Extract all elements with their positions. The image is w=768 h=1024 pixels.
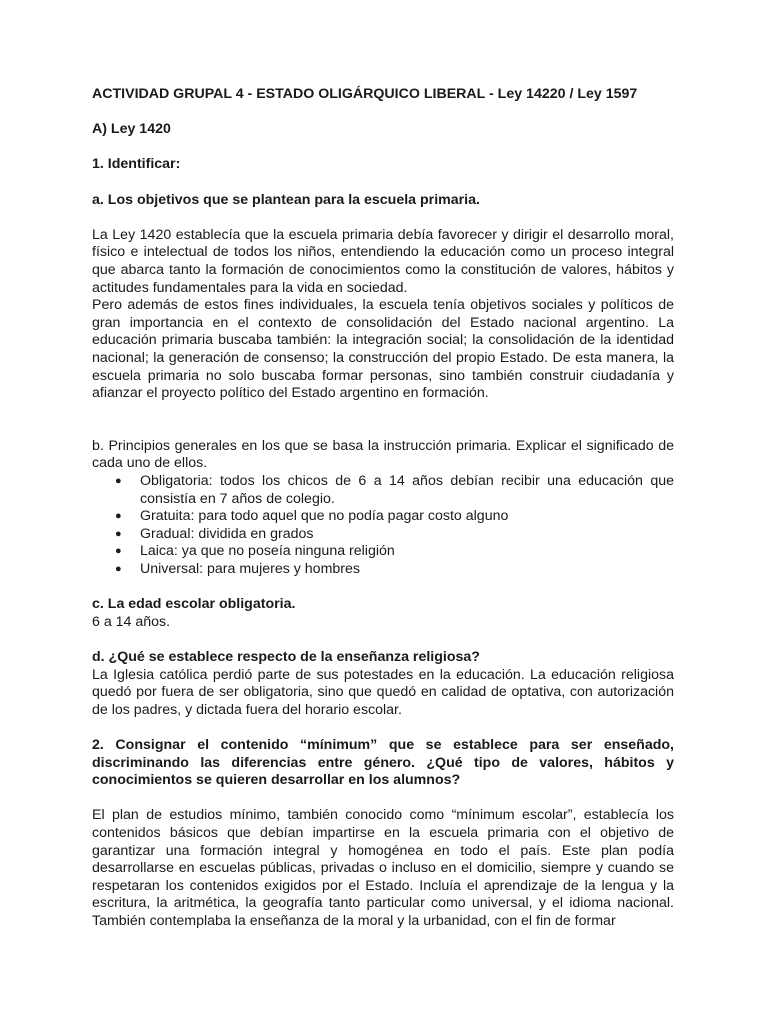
bullet-icon: ●	[115, 510, 122, 523]
list-item	[92, 561, 674, 579]
spacer	[92, 104, 674, 122]
list-item-text: Obligatoria: todos los chicos de 6 a 14 años debían recibir una educación que consistía en 7 años de colegio.	[140, 473, 674, 507]
spacer	[92, 174, 674, 192]
question-1-heading: 1. Identificar:	[92, 156, 181, 173]
spacer	[92, 790, 674, 808]
spacer	[92, 631, 674, 649]
list-item-text: Gradual: dividida en grados	[140, 525, 314, 542]
list-item-text: Laica: ya que no poseía ninguna religión	[140, 543, 395, 560]
question-1d-answer: La Iglesia católica perdió parte de sus potestades en la educación. La educación religiosa quedó por fuera de ser obligatoria, sino que quedó en calidad de optativa, con autorización de los padres, y dictada fuera del horario escolar.	[92, 666, 674, 718]
bullet-icon: ●	[115, 527, 122, 540]
spacer	[92, 403, 674, 438]
question-1a-heading: a. Los objetivos que se plantean para la escuela primaria.	[92, 191, 480, 208]
list-item	[92, 473, 674, 508]
principles-list	[92, 473, 674, 579]
spacer	[92, 719, 674, 737]
question-1a-paragraph-2: Pero además de estos fines individuales, la escuela tenía objetivos sociales y políticos de gran importancia en el contexto de consolidación del Estado nacional argentino. La educación primaria buscaba también: la integración social; la consolidación de la identidad nacional; la generación de consenso; la construcción del propio Estado. De esta manera, la escuela primaria no solo buscaba formar personas, sino también construir ciudadanía y afianzar el proyecto político del Estado argentino en formación.	[92, 297, 674, 402]
bullet-icon: ●	[115, 563, 122, 576]
question-2-heading: 2. Consignar el contenido “mínimum” que se establece para ser enseñado, discriminando las diferencias entre género. ¿Qué tipo de valores, hábitos y conocimientos se quieren desarrollar en los alumnos?	[92, 736, 674, 789]
list-item	[92, 526, 674, 544]
list-item	[92, 543, 674, 561]
spacer	[92, 579, 674, 597]
question-2-answer: El plan de estudios mínimo, también conocido como “mínimum escolar”, establecía los contenidos básicos que debían impartirse en la escuela primaria con el objetivo de garantizar una formación integral y homogénea en todo el país. Este plan podía desarrollarse en escuelas públicas, privadas o incluso en el domicilio, siempre y cuando se respetaran los contenidos exigidos por el Estado. Incluía el aprendizaje de la lengua y la escritura, la aritmética, la geografía tanto particular como universal, y el idioma nacional. También contemplaba la enseñanza de la moral y la urbanidad, con el fin de formar	[92, 807, 674, 929]
bullet-icon: ●	[115, 545, 122, 558]
section-a-heading: A) Ley 1420	[92, 121, 171, 138]
list-item	[92, 508, 674, 526]
document-page	[92, 86, 674, 931]
question-1d-heading: d. ¿Qué se establece respecto de la enseñanza religiosa?	[92, 649, 480, 665]
question-1c-heading: c. La edad escolar obligatoria.	[92, 596, 296, 613]
spacer	[92, 139, 674, 157]
question-1b-heading: b. Principios generales en los que se basa la instrucción primaria. Explicar el significado de cada uno de ellos.	[92, 437, 674, 472]
list-item-text: Universal: para mujeres y hombres	[140, 561, 360, 578]
document-title: ACTIVIDAD GRUPAL 4 - ESTADO OLIGÁRQUICO LIBERAL - Ley 14220 / Ley 1597	[92, 86, 638, 102]
question-1a-paragraph-1: La Ley 1420 establecía que la escuela primaria debía favorecer y dirigir el desarrollo moral, físico e intelectual de todos los niños, entendiendo la educación como un proceso integral que abarca tanto la formación de conocimientos como la constitución de valores, hábitos y actitudes fundamentales para la vida en sociedad.	[92, 226, 674, 296]
bullet-icon: ●	[115, 475, 122, 488]
question-1c-answer: 6 a 14 años.	[92, 613, 171, 630]
spacer	[92, 209, 674, 227]
list-item-text: Gratuita: para todo aquel que no podía pagar costo alguno	[140, 508, 509, 525]
